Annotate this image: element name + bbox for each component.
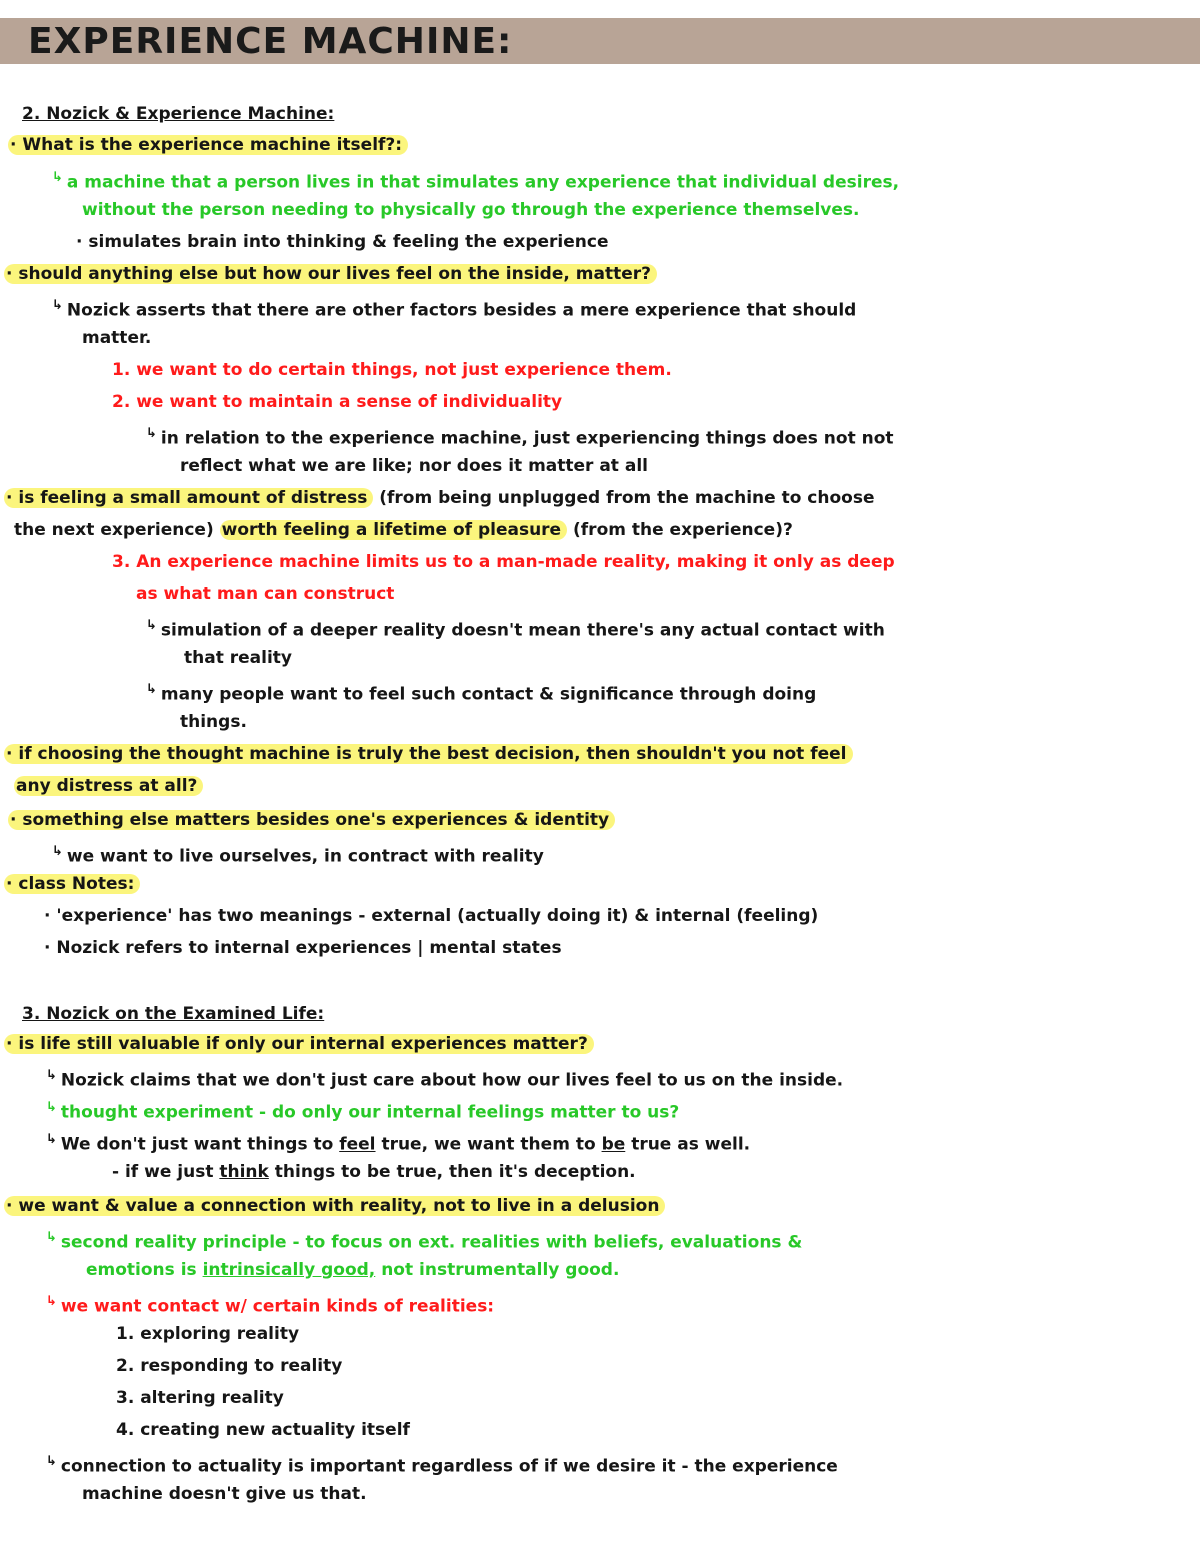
- point-3-sub-1-line-1: ↳ simulation of a deeper reality doesn't mean there's any actual contact with: [146, 618, 885, 641]
- curved-arrow-icon: ↳: [46, 1294, 57, 1309]
- s3-question-1: · is life still valuable if only our internal experiences matter?: [4, 1032, 594, 1056]
- question-1: · What is the experience machine itself?:: [8, 133, 408, 157]
- point-2: 2. we want to maintain a sense of individuality: [112, 392, 563, 412]
- question-2: · should anything else but how our lives feel on the inside, matter?: [4, 262, 657, 286]
- curved-arrow-icon: ↳: [146, 618, 157, 633]
- answer-1-sub: · simulates brain into thinking & feeling the experience: [76, 232, 609, 252]
- question-3-line-2: the next experience) worth feeling a lifetime of pleasure (from the experience)?: [14, 520, 793, 540]
- curved-arrow-icon: ↳: [46, 1230, 57, 1245]
- point-3-line-2: as what man can construct: [136, 584, 395, 604]
- s3-answer-3-sub: - if we just think things to be true, then it's deception.: [112, 1162, 636, 1182]
- curved-arrow-icon: ↳: [52, 170, 63, 185]
- question-4-line-2: any distress at all?: [14, 774, 203, 798]
- s3-bullet-1-line-2: emotions is intrinsically good, not instrumentally good.: [86, 1260, 620, 1280]
- question-4-line-1: · if choosing the thought machine is truly the best decision, then shouldn't you not feel: [4, 742, 853, 766]
- curved-arrow-icon: ↳: [46, 1132, 57, 1147]
- point-3-line-1: 3. An experience machine limits us to a man-made reality, making it only as deep: [112, 552, 895, 572]
- s3-answer-2: ↳ thought experiment - do only our internal feelings matter to us?: [46, 1100, 680, 1123]
- point-3-sub-2-line-2: things.: [180, 712, 247, 732]
- curved-arrow-icon: ↳: [46, 1068, 57, 1083]
- point-2-sub-line-2: reflect what we are like; nor does it matter at all: [180, 456, 648, 476]
- section-2-heading: 2. Nozick & Experience Machine:: [22, 104, 335, 124]
- curved-arrow-icon: ↳: [52, 298, 63, 313]
- question-3-line-1: · is feeling a small amount of distress (from being unplugged from the machine to choose: [6, 488, 875, 508]
- section-3-heading: 3. Nozick on the Examined Life:: [22, 1004, 325, 1024]
- curved-arrow-icon: ↳: [146, 426, 157, 441]
- point-3-sub-1-line-2: that reality: [184, 648, 292, 668]
- s3-bullet-2: ↳ we want contact w/ certain kinds of realities:: [46, 1294, 495, 1317]
- answer-1-line-1: ↳ a machine that a person lives in that simulates any experience that individual desires,: [52, 170, 900, 193]
- answer-5: ↳ we want to live ourselves, in contract with reality: [52, 844, 544, 867]
- s3-conclusion-line-2: machine doesn't give us that.: [82, 1484, 367, 1504]
- curved-arrow-icon: ↳: [146, 682, 157, 697]
- point-1: 1. we want to do certain things, not just experience them.: [112, 360, 672, 380]
- reality-list-item: 4. creating new actuality itself: [116, 1420, 410, 1440]
- reality-list-item: 2. responding to reality: [116, 1356, 343, 1376]
- curved-arrow-icon: ↳: [46, 1454, 57, 1469]
- class-note-1: · 'experience' has two meanings - external (actually doing it) & internal (feeling): [44, 906, 819, 926]
- s3-answer-3: ↳ We don't just want things to feel true, we want them to be true as well.: [46, 1132, 751, 1155]
- curved-arrow-icon: ↳: [46, 1100, 57, 1115]
- s3-question-2: · we want & value a connection with reality, not to live in a delusion: [4, 1194, 665, 1218]
- s3-bullet-1-line-1: ↳ second reality principle - to focus on ext. realities with beliefs, evaluations &: [46, 1230, 803, 1253]
- s3-conclusion-line-1: ↳ connection to actuality is important regardless of if we desire it - the experience: [46, 1454, 838, 1477]
- question-5: · something else matters besides one's experiences & identity: [8, 808, 615, 832]
- s3-answer-1: ↳ Nozick claims that we don't just care about how our lives feel to us on the inside.: [46, 1068, 844, 1091]
- page-title: EXPERIENCE MACHINE:: [28, 21, 513, 62]
- point-2-sub-line-1: ↳ in relation to the experience machine, just experiencing things does not not: [146, 426, 894, 449]
- class-notes-label: · class Notes:: [4, 872, 140, 896]
- answer-2-line-2: matter.: [82, 328, 152, 348]
- reality-list-item: 3. altering reality: [116, 1388, 284, 1408]
- answer-1-line-2: without the person needing to physically go through the experience themselves.: [82, 200, 860, 220]
- curved-arrow-icon: ↳: [52, 844, 63, 859]
- point-3-sub-2-line-1: ↳ many people want to feel such contact & significance through doing: [146, 682, 817, 705]
- reality-list-item: 1. exploring reality: [116, 1324, 300, 1344]
- class-note-2: · Nozick refers to internal experiences | mental states: [44, 938, 562, 958]
- title-banner: [0, 18, 1200, 64]
- answer-2-line-1: ↳ Nozick asserts that there are other factors besides a mere experience that should: [52, 298, 857, 321]
